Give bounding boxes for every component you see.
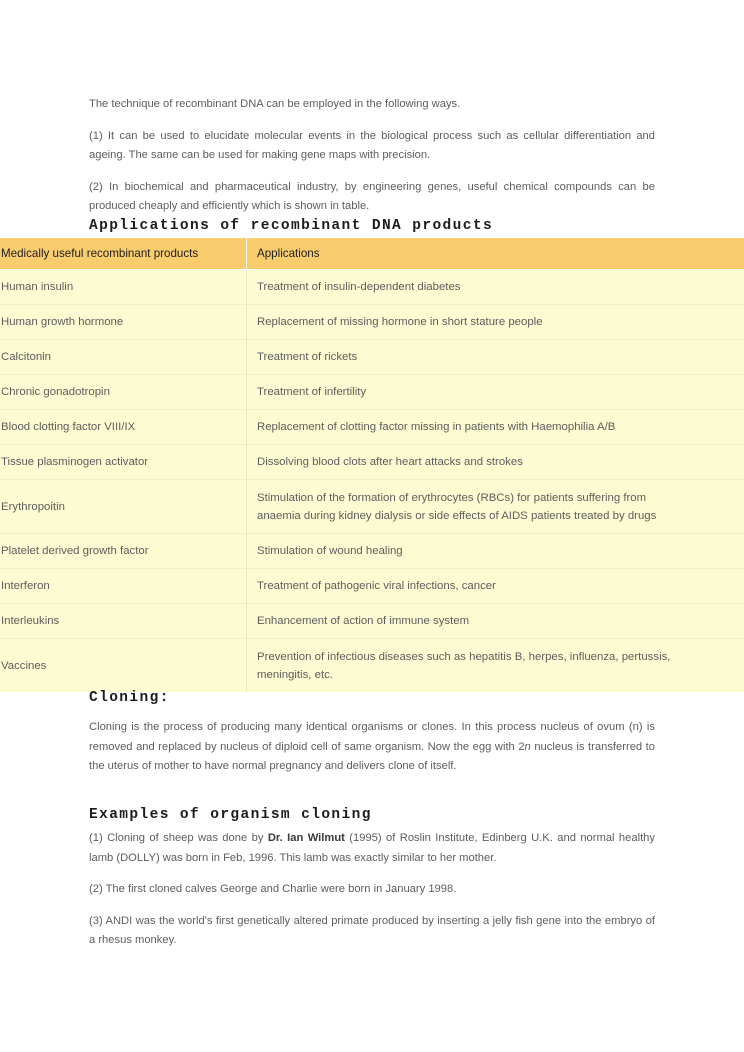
- intro-section: [89, 95, 655, 217]
- application-line: Stimulation of the formation of erythrocytes (RBCs) for patients suffering from: [257, 491, 647, 504]
- table-row: [0, 480, 744, 534]
- table-cell-product: Human growth hormone: [0, 305, 246, 340]
- cloning-text-part1: Cloning is the process of producing many identical organisms or clones. In this process nucleus of ovum (n) is removed and replaced by nucleus of diploid cell of same organism. Now the egg with 2: [89, 721, 655, 753]
- table-head: [0, 238, 744, 270]
- application-line: meningitis, etc.: [257, 668, 333, 681]
- application-line: Dissolving blood clots after heart attacks and strokes: [257, 456, 523, 468]
- table-cell-application: [246, 534, 744, 569]
- table-cell-product: Vaccines: [0, 639, 246, 693]
- table-row: [0, 375, 744, 410]
- examples-heading-wrap: [89, 805, 372, 825]
- table-row: [0, 639, 744, 693]
- table-cell-product: Tissue plasminogen activator: [0, 445, 246, 480]
- table-cell-product: Blood clotting factor VIII/IX: [0, 410, 246, 445]
- examples-item-1-part1: (1) Cloning of sheep was done by: [89, 832, 268, 844]
- table-cell-application: [246, 480, 744, 534]
- cloning-text-part2: nucleus is transferred to the uterus of mother to have normal pregnancy and delivers clone of itself.: [89, 740, 656, 772]
- intro-point-1: (1) It can be used to elucidate molecular events in the biological process such as cellular differentiation and ageing. The same can be used for making gene maps with precision.: [89, 129, 655, 161]
- application-line: anaemia during kidney dialysis or side effects of AIDS patients treated by drugs: [257, 509, 657, 522]
- applications-table-wrap: [0, 238, 744, 692]
- table-row: [0, 534, 744, 569]
- table-header-applications: Applications: [246, 238, 744, 270]
- examples-heading: Examples of organism cloning: [89, 807, 372, 823]
- application-line: Replacement of clotting factor missing in patients with Haemophilia A/B: [257, 421, 616, 433]
- application-line: Treatment of insulin-dependent diabetes: [257, 281, 461, 293]
- table-cell-product: Calcitonin: [0, 340, 246, 375]
- cloning-heading: Cloning:: [89, 690, 170, 706]
- application-line: Enhancement of action of immune system: [257, 615, 470, 627]
- table-row: [0, 410, 744, 445]
- examples-section: [89, 829, 655, 951]
- examples-item-3: (3) ANDI was the world's first genetically altered primate produced by inserting a jelly fish gene into the embryo of a rhesus monkey.: [89, 914, 655, 946]
- examples-item-2: (2) The first cloned calves George and Charlie were born in January 1998.: [89, 883, 457, 895]
- intro-lead-paragraph: The technique of recombinant DNA can be employed in the following ways.: [89, 98, 461, 110]
- table-cell-application: [246, 445, 744, 480]
- table-cell-application: [246, 639, 744, 693]
- table-cell-application: [246, 375, 744, 410]
- table-cell-application: [246, 305, 744, 340]
- table-row: [0, 569, 744, 604]
- table-cell-application: [246, 270, 744, 305]
- cloning-heading-wrap: [89, 688, 170, 708]
- application-line: Treatment of infertility: [257, 386, 367, 398]
- table-row: [0, 340, 744, 375]
- table-row: [0, 445, 744, 480]
- table-cell-product: Interferon: [0, 569, 246, 604]
- examples-item-1: [89, 829, 655, 868]
- applications-table: [0, 238, 744, 692]
- cloning-section: [89, 718, 655, 777]
- table-row: [0, 270, 744, 305]
- cloning-ploidy-symbol: n: [524, 740, 531, 753]
- application-line: Treatment of pathogenic viral infections, cancer: [257, 580, 496, 592]
- table-row: [0, 604, 744, 639]
- table-cell-product: Erythropoitin: [0, 480, 246, 534]
- scientist-name: Dr. Ian Wilmut: [267, 832, 345, 844]
- table-header-row: [0, 238, 744, 270]
- table-caption: Applications of recombinant DNA products: [89, 218, 494, 234]
- table-cell-product: Human insulin: [0, 270, 246, 305]
- table-cell-application: [246, 410, 744, 445]
- intro-point-2: (2) In biochemical and pharmaceutical industry, by engineering genes, useful chemical compounds can be produced cheaply and efficiently which is shown in table.: [89, 180, 655, 212]
- table-cell-application: [246, 340, 744, 375]
- cloning-paragraph: [89, 718, 655, 777]
- table-cell-application: [246, 569, 744, 604]
- examples-item-1-part2: (1995) of Roslin Institute, Edinberg U.K. and normal healthy lamb (DOLLY) was born in Feb, 1996. This lamb was exactly similar to her mother.: [89, 832, 655, 864]
- table-caption-wrap: [89, 216, 493, 236]
- table-cell-product: Chronic gonadotropin: [0, 375, 246, 410]
- table-header-products: Medically useful recombinant products: [0, 238, 246, 270]
- application-line: Treatment of rickets: [257, 351, 358, 363]
- table-cell-product: Interleukins: [0, 604, 246, 639]
- application-line: Replacement of missing hormone in short stature people: [257, 316, 543, 328]
- application-line: Prevention of infectious diseases such as hepatitis B, herpes, influenza, pertussis,: [257, 650, 671, 663]
- table-cell-product: Platelet derived growth factor: [0, 534, 246, 569]
- table-cell-application: [246, 604, 744, 639]
- table-body: [0, 270, 744, 693]
- table-row: [0, 305, 744, 340]
- application-line: Stimulation of wound healing: [257, 545, 403, 557]
